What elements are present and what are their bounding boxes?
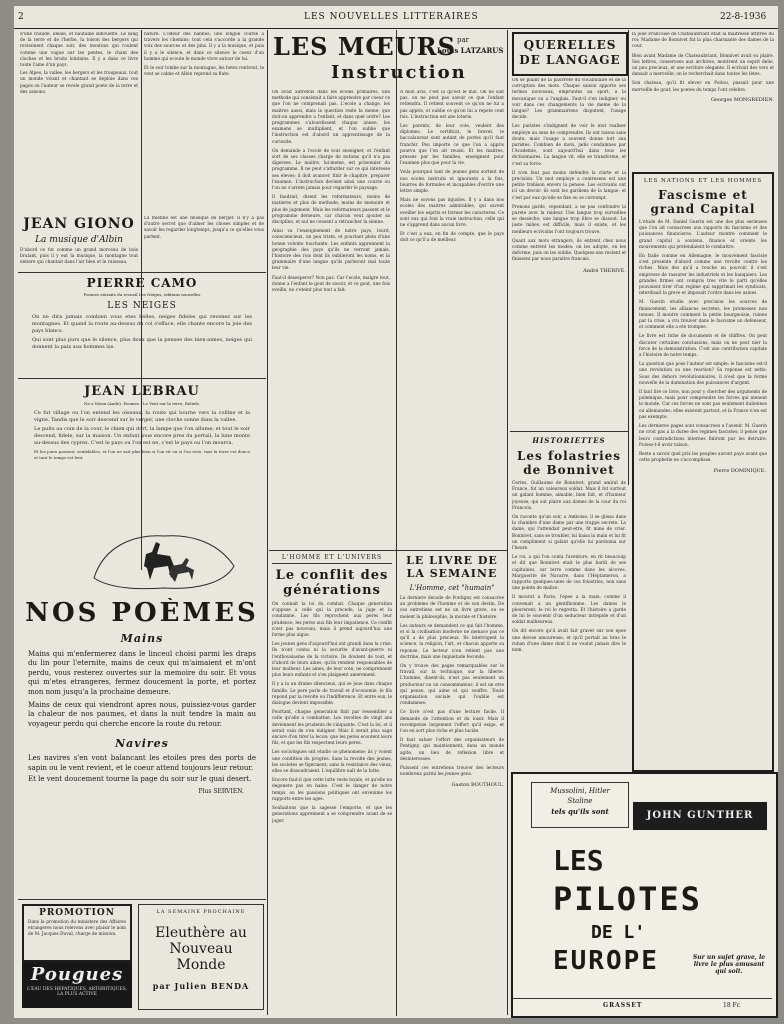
- page-header: [14, 6, 778, 29]
- issue-date: 22-8-1936: [720, 12, 767, 22]
- moeurs-col1: On avait autrefois dans les ecoles primaires, une methode qui consistait a faire apprendre par coeur ce que l'on ne comprenait pas. L'ecole a change, les maitres aussi, mais la question reste la meme: que doit-on apprendre a l'enfant, et dans quel ordre? Les programmes s'alourdissent chaque annee, les examens se multiplient, et l'on oublie que l'instruction est d'abord un apprentissage de la curiosite. On demande a l'ecole de tout enseigner, et l'enfant sort de ses classes charge de notions qu'il n'a pas digerees. Le maitre, lui-meme, est prisonnier du programme. Il ne peut s'attarder sur ce qui interesse ses eleves; il doit avancer, finir le chapitre, preparer l'examen. L'instruction devient ainsi une course ou l'on ne s'arrete jamais pour regarder le paysage. Il faudrait, disent les reformateurs, moins de matieres et plus de methode; moins de memoire et plus de jugement. Mais les reformateurs passent et le programme demeure, car chacun veut ajouter sa discipline, et nul ne consent a retrancher la sienne. Ainsi va l'enseignement de notre pays, lourd, consciencieux, un peu triste, et pourtant plein d'une bonne volonte touchante. Les enfants apprennent la geographie des pays qu'ils ne verront jamais, l'histoire des rois dont ils oublieront les noms, et la grammaire d'une langue qu'ils parleront mal toute leur vie. Faut-il desesperer? Non pas. Car l'ecole, malgre tout, donne a l'enfant le gout de savoir, et ce gout, une fois eveille, ne s'eteint plus tout a fait.: [272, 90, 390, 294]
- poem2-text: Les navires s'en vont balancant les etoiles pres des ports de sapin ou le vent revient, et le coeur attend toujours leur retour.: [28, 754, 256, 772]
- giono-subtitle: La musique d'Albin: [35, 235, 123, 245]
- querelles-signature: André THERIVE.: [583, 267, 626, 274]
- moeurs-author: Louis LATZARUS: [437, 46, 504, 55]
- next-week-byline: par Julien BENDA: [152, 981, 250, 991]
- nations-signature: Pierre DOMINIQUE.: [713, 468, 766, 475]
- advert-publisher: GRASSET: [603, 1002, 643, 1009]
- advert-pitch: Sur un sujet grave, le livre le plus amusant qui soit.: [692, 954, 766, 975]
- intro-article: d'une chaude, ideale, et hautaine silhouette. Le sang de la terre et de l'herbe, la toison des bergers qui reviennent chaque soir, des moutons qui roulent comme une vague sur les pentes, le chant des cloches et les bruits lointains. Il y a dans ce livre toute l'ame d'un pays. Les Alpes, la vallee, les bergers et les troupeaux, tout un monde vivant et chantant se deploie dans ces pages ou l'auteur se revele grand poete de la terre et des saisons.: [20, 32, 138, 95]
- querelles-text: On se plaint de la pauvrete du vocabulaire et de la corruption des mots. Chaque saison apporte ses termes nouveaux, empruntes au sport, a la mecanique ou a l'anglais. Faut-il s'en indigner, ou voir dans ces changements la vie meme de la langue? Les grammairiens disputent, l'usage decide. Les puristes s'indignent de voir le mot realiser employe au sens de comprendre. Ils ont raison sans doute, mais l'usage a souvent donne tort aux puristes. Combien de mots, jadis condamnes par l'Academie, sont aujourd'hui dans tous les dictionnaires. La langue vit, elle se transforme, et c'est sa force. Il n'en faut pas moins defendre la clarte et la precision. Un mot employe a contresens est une petite trahison envers la pensee. Les ecrivains ont ici un devoir: ils sont les gardiens de la langue, et c'est par eux qu'elle se fixe ou se corrompt. Prenons garde, cependant, a ne pas confondre la purete avec la raideur. Une langue trop surveillee se dessèche; une langue trop libre se dissout. Le juste milieu est difficile, mais il existe, et les meilleurs ecrivains l'ont toujours trouve. Quant aux mots etrangers, ils entrent chez nous comme entrent les modes: on les adopte, on les deforme, puis on les oublie. Quelques-uns restent et finissent par nous paraitre francais. André THERIVE.: [512, 78, 626, 274]
- pougues-tagline: L'EAU DES HEPATIQUES, ARTHRITIQUES, LA PLUS ACTIVE: [26, 987, 128, 997]
- advert-price: 18 Fr.: [723, 1002, 741, 1009]
- mongredien-signature: Georges MONGREDIEN.: [711, 96, 774, 103]
- livre-signature: Gaston BOUTHOUL.: [451, 782, 504, 789]
- advert-author-band: [633, 802, 767, 830]
- masthead: LES NOUVELLES LITTERAIRES: [304, 12, 479, 22]
- bonnivet-block: HISTORIETTES Les folastries de Bonnivet Certes, Guillaume de Bonnivet, grand amiral de France, fut un valeureux soldat. Mais il fut surtout un galant homme, aimable, bien fait, et d'humeur joyeuse, qui sut plaire aux dames de la cour du roi Francois. On raconte qu'un soir, a Amboise, il se glissa dans la chambre d'une dame par une trappe secrete. La dame, qui l'attendait peut-etre, fit mine de crier. Bonnivet, sans se troubler, lui baisa la main et lui fit un compliment si galant qu'elle lui pardonna sur l'heure. Le roi, a qui l'on conta l'aventure, en rit beaucoup et dit que Bonnivet etait le plus hardi de ses capitaines, sur terre comme dans les alcoves. Marguerite de Navarre, dans l'Heptameron, a rapporte quelques-unes de ces folastries, non sans une pointe de malice. Il mourut a Pavie, l'epee a la main, comme il convenait a un gentilhomme. Les dames le pleurerent; le roi le regretta. Et l'histoire a garde de lui le souvenir d'un seducteur intrepide et d'un soldat malheureux. On dit encore qu'il avait fait graver sur son epee une devise amoureuse, et qu'il portait au bras le ruban d'une dame dont il ne voulut jamais dire le nom.: [512, 436, 626, 654]
- poems-title: NOS POÈMES: [25, 598, 259, 628]
- lebrau-block: JEAN LEBRAU Ne a Moux (Aude). Poemes : Le Vent sur la terre, Reliefs. Ce fut village ou l'on entend les oiseaux, la route qui tourne vers la colline et la vigne. Tandis que le soir descend sur le verger, une cloche sonne dans la vallee. Le puits au coin de la cour, le chien qui dort, la lampe que l'on allume; et tout le soir descend, fidele, sur la maison. Un enfant joue encore pres du portail; la lune monte au-dessus des cypres. C'est le pays ou l'on est ne, c'est le pays ou l'on mourra. Et les jours passent, semblables, et l'on ne sait plus bien si l'on vit ou si l'on reve, tant la terre est douce et tant le temps est lent.: [20, 384, 264, 546]
- poems-section: NOS POÈMES Mains Mains qui m'enfermerez dans le linceul choisi parmi les draps du lin pour l'eternite, mains de ceux qui m'aimaient et m'ont perdu, vous resterez ouvertes sur la memoire du soir. Et vous qui m'etes etrangeres, fermez doucement la porte, et portez mon nom jusqu'a la prochaine demeure. Mains de ceux qui viendront apres nous, puissiez-vous garder la chaleur de nos paumes, et dans la nuit tendre la main au voyageur perdu qui cherche encore la route du retour. Navires Les navires s'en vont balancant les etoiles pres des ports de sapin ou le vent revient, et le coeur attend toujours leur retour. Et le vent doucement tourne la page du soir sur le quai desert. Plus SERVIEN.: [20, 598, 264, 888]
- poem-author: Plus SERVIEN.: [198, 788, 244, 796]
- moeurs-col2: A mon avis, c'est la qu'est le mal. On ne sait pas, on ne peut pas savoir ce que l'enfant retiendra. Il retient souvent ce qu'on ne lui a pas appris, et oublie ce qu'on lui a repete cent fois. L'instruction est une loterie. Les parents, de leur cote, veulent des diplomes. Le certificat, le brevet, le baccalaureat sont autant de portes qu'il faut franchir. Peu importe ce que l'on a appris pourvu que l'on ait reussi. Et les maitres, presses par les familles, enseignent pour l'examen plus que pour la vie. Voila pourquoi tant de jeunes gens sortent de nos ecoles instruits et ignorants a la fois, bourres de formules et incapables d'ecrire une lettre simple. Mais ne soyons pas injustes. Il y a dans nos ecoles des maitres admirables, qui savent eveiller les esprits et former les caracteres. Ce sont eux qui font la vraie instruction, celle qui ne s'apprend dans aucun livre. Et c'est a eux, en fin de compte, que le pays doit ce qu'il a de meilleur.: [400, 90, 504, 244]
- camo-block: PIERRE CAMO Poemes extraits du recueil Les Neiges, editions nouvelles LES NEIGES On ne dira jamais combien vous etes belles, neiges fideles qui revenez sur les montagnes. Et quand la route au-dessus du col s'efface, elle chante encore la joie des pays blancs. Qui sont plus purs que le silence, plus doux que la pensee des bien-aimes, neiges qui donnent la paix aux hommes las.: [20, 276, 264, 376]
- giono-title: JEAN GIONO: [23, 216, 135, 232]
- camo-subtitle: LES NEIGES: [107, 301, 177, 311]
- column-rule: [267, 30, 268, 1015]
- moeurs-subtitle: Instruction: [331, 62, 467, 83]
- pougues-ad: [22, 962, 132, 1008]
- pougues-brand: Pougues: [30, 964, 124, 985]
- column-rule: [628, 30, 629, 485]
- livre-block: LE LIVRE DE LA SEMAINE L'Homme, cet "humain" La derniere decade de Pontigny est consacree au probleme de l'homme et de son destin. De ces entretiens est ne un livre grave, ou se melent la philosophie, la morale et l'histoire. Les auteurs se demandent ce qui fait l'homme, et si la civilisation moderne ne menace pas ce qu'il a de plus precieux. Ils interrogent la science, la religion, l'art, et chacun apporte sa reponse. Le lecteur n'en retient pas une doctrine, mais une inquietude feconde. On y trouve des pages remarquables sur le travail, sur la technique, sur la liberte. L'homme, disent-ils, n'est pas seulement un producteur ou un consommateur; il est un etre qui pense, qui aime et qui souffre. Toute organisation sociale qui l'oublie est condamnee. Ce livre n'est pas d'une lecture facile. Il demande de l'attention et du loisir. Mais il recompense largement l'effort qu'il exige, et l'on en sort plus riche et plus lucide. Il faut saluer l'effort des organisateurs de Pontigny, qui maintiennent, dans un monde agite, un lieu de reflexion libre et desinteressee. Puissent ces entretiens trouver des lecteurs nombreux parmi les jeunes gens. Gaston BOUTHOUL.: [400, 554, 504, 789]
- univers-block: L'HOMME ET L'UNIVERS Le conflit des générations On connait la loi du combat. Chaque generation s'oppose a celle qui la precede, la juge et la condamne. Les fils reprochent aux peres leur prudence, les peres aux fils leur impatience. Ce conflit n'est pas nouveau, mais il prend aujourd'hui une forme plus aigue. Les jeunes gens d'aujourd'hui ont grandi dans la crise. Ils n'ont connu ni la securite d'avant-guerre ni l'enthousiasme de la victoire. Ils doutent de tout, et d'abord de leurs aines, qu'ils rendent responsables de leur malheur. Les aines, de leur cote, ne comprennent plus leurs enfants et s'en plaignent amerement. Il y a la un drame silencieux, qui se joue dans chaque famille. Le pere parle de travail et d'economie; le fils repond par la revolte ou l'indifference. Et entre eux, le dialogue devient impossible. Pourtant, chaque generation finit par ressembler a celle qu'elle a combattue. Les revoltes de vingt ans deviennent les prudents de cinquante. C'est la loi, et il serait vain de s'en indigner. Mais il serait plus sage encore d'en tirer la lecon: que les peres ecoutent leurs fils, et que les fils respectent leurs peres. Les sociologues ont etudie ce phenomene; ils y voient une condition du progres. Sans la revolte des jeunes, les societes se figeraient; sans la resistance des vieux, elles se dissoudraient. L'equilibre naît de la lutte. Encore faut-il que cette lutte reste loyale, et qu'elle ne degenere pas en haine. C'est le danger de notre temps, ou les passions politiques ont envenime les rapports entre les ages. Souhaitons que la sagesse l'emporte, et que les generations apprennent a se comprendre avant de se juger.: [272, 554, 392, 824]
- univers-kicker: L'HOMME ET L'UNIVERS: [272, 554, 392, 564]
- nations-title: Fascisme et grand Capital: [650, 188, 756, 216]
- pilotes-advert: Mussolini, Hitler Staline tels qu'ils sont JOHN GUNTHER LES PILOTES DE L' EUROPE Sur un sujet grave, le livre le plus amusant qui soit. GRASSET 18 Fr.: [511, 772, 778, 1018]
- next-week-label: LA SEMAINE PROCHAINE: [156, 909, 246, 915]
- giono-block: JEAN GIONO La musique d'Albin D'abord ce fut comme un grand morceau de bois brulant, puis il y eut la musique, la montagne tout entiere qui chantait dans l'air bleu et le ruisseau.: [20, 216, 138, 266]
- camo-title: PIERRE CAMO: [86, 276, 198, 290]
- advert-title-europe: EUROPE: [553, 946, 659, 976]
- poem1-title: Mains: [120, 632, 164, 645]
- advert-author: JOHN GUNTHER: [646, 810, 754, 821]
- univers-title: Le conflit des générations: [275, 568, 389, 598]
- column-rule: [507, 30, 508, 1015]
- giono-continued: La mienne est une musique de berger. Il n'y a pas d'autre secret que d'aimer les choses simples et de savoir les regarder longtemps, jusqu'a ce qu'elles vous parlent.: [144, 216, 264, 240]
- next-week-title: Eleuthère au Nouveau Monde: [155, 925, 247, 973]
- bonnivet-title: Les folastries de Bonnivet: [516, 449, 622, 477]
- bonnivet-kicker: HISTORIETTES: [532, 436, 606, 445]
- advert-names-box: Mussolini, Hitler Staline tels qu'ils sont: [531, 782, 629, 828]
- next-week-box: [138, 904, 264, 1010]
- poem2-title: Navires: [115, 737, 169, 751]
- nations-box: LES NATIONS ET LES HOMMES Fascisme et grand Capital L'etude de M. Daniel Guerin est une des plus serieuses que l'on ait consacrees aux rapports du fascisme et des puissances financieres. L'auteur montre comment le grand capital a soutenu, finance et oriente les mouvements qui pretendaient le combattre. En Italie comme en Allemagne, le mouvement fasciste s'est presente d'abord comme une revolte contre les riches. Mais des qu'il a touche au pouvoir, il s'est empresse de rassurer les industriels et les banquiers. Les grandes firmes ont compris tres vite le parti qu'elles pouvaient tirer d'un regime qui supprimait les syndicats, interdisait la greve et imposait l'ordre dans les usines. M. Guerin etudie avec precision les sources de financement, les alliances secretes, les promesses non tenues. Il montre comment la petite bourgeoisie, ruinee par la crise, a cru trouver dans le fascisme un defenseur, et comment elle a ete trompee. Le livre est riche de documents et de chiffres. On peut discuter certaines conclusions, mais on ne peut nier la force de la demonstration. C'est une contribution capitale a l'histoire de notre temps. La question que pose l'auteur est simple: le fascisme est-il une revolution ou une reaction? Sa reponse est nette. Sous des dehors revolutionnaires, il n'est que la forme nouvelle de la domination des puissances d'argent. Il faut lire ce livre, non pour y chercher des arguments de polemique, mais pour comprendre les forces qui menent le monde. Car ces forces ne sont pas seulement italiennes ou allemandes; elles existent partout, et la France n'en est pas exempte. Les dernieres pages sont consacrees a l'avenir. M. Guerin ne croit pas a la duree des regimes fascistes; il pense que leurs contradictions internes finiront par les detruire. Puisse-t-il avoir raison. Reste a savoir quel prix les peuples auront paye avant que cette prophetie ne s'accomplisse. Pierre DOMINIQUE.: [632, 172, 774, 772]
- intro-article-continued: nature. L'odeur des bannes; une longue course a travers les chemins; tout cela s'accorde a la grande voix des sources et des pins. Il y a la musique, et puis il y a le silence, et dans ce silence le coeur d'un homme qui ecoute le monde vivre autour de lui. Et le soir tombe sur la montagne, les betes rentrent, le vent se calme et Albin reprend sa flute.: [144, 32, 264, 78]
- lebrau-title: JEAN LEBRAU: [84, 384, 200, 399]
- moeurs-header: LES MŒURS par Louis LATZARUS Instruction: [273, 32, 504, 83]
- page-number: 2: [18, 12, 24, 22]
- querelles-title-box: [512, 32, 628, 76]
- column-rule: [396, 561, 397, 1016]
- promotion-title: PROMOTION: [39, 908, 115, 918]
- advert-title-pilotes: PILOTES: [553, 880, 702, 918]
- mongredien-article: la jolie Francoise de Chateaubriant etait la maitresse attitree du roi; Madame de Bonnivet fut la plus charmante des dames de la cour. Bien avant Madame de Chateaubriant, Bonnivet avait su plaire. Ses lettres, conservees aux archives, montrent un esprit delie, un peu precieux, et une ecriture elegante. Il ecrivait des vers et dansait a merveille; on le recherchait dans toutes les fetes. Son chateau, qu'il fit elever en Poitou, passait pour une merveille de gout; les poetes du temps l'ont celebre. Georges MONGREDIEN.: [632, 32, 774, 103]
- livre-title: LE LIVRE DE LA SEMAINE: [406, 554, 498, 580]
- nations-kicker: LES NATIONS ET LES HOMMES: [643, 178, 763, 184]
- advert-tagline: tels qu'ils sont: [551, 807, 609, 816]
- newspaper-page: [14, 6, 778, 1018]
- livre-subtitle: L'Homme, cet "humain": [409, 584, 495, 592]
- querelles-title: QUERELLES DE LANGAGE: [519, 38, 621, 67]
- promotion-box: PROMOTION Dans la promotion du ministere des Affaires etrangeres nous relevons avec plaisir le nom de M. Jacques Duval, charge de mission.: [22, 904, 132, 962]
- moeurs-title: LES MŒURS: [273, 32, 456, 61]
- column-rule: [396, 30, 397, 570]
- poem1-text: Mains qui m'enfermerez dans le linceul choisi parmi les draps du lin pour l'eternite, mains de ceux qui m'aimaient et m'ont perdu, vous resterez ouvertes sur la memoire du soir. Et vous qui m'etes etrangeres, fermez doucement la porte, et portez mon nom jusqu'a la prochaine demeure.: [28, 650, 256, 696]
- goats-illustration: [74, 526, 244, 596]
